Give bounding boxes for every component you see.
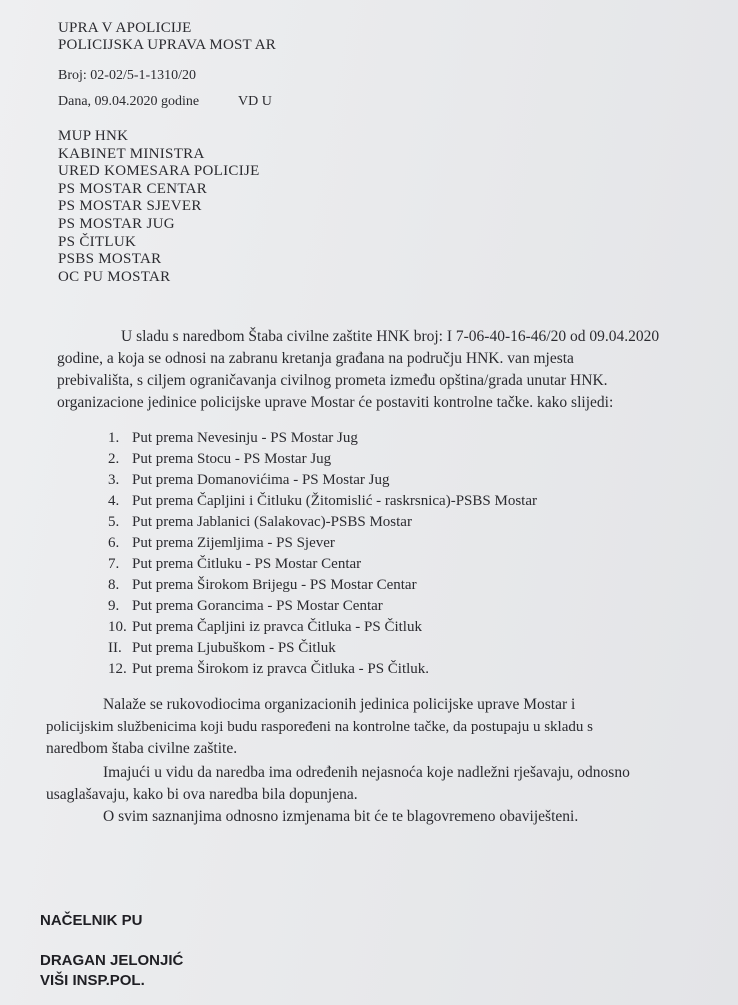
closing-p1-line-3: naredbom štaba civilne zaštite. [46, 740, 238, 757]
list-number: II. [108, 640, 122, 656]
recipient-item: URED KOMESARA POLICIJE [58, 163, 260, 180]
list-text: Put prema Širokom Brijegu - PS Mostar Centar [132, 577, 417, 593]
recipient-item: PS MOSTAR JUG [58, 215, 175, 232]
closing-p3-line-1: O svim saznanjima odnosno izmjenama bit će te blagovremeno obaviješteni. [103, 808, 579, 825]
list-number: 8. [108, 577, 120, 593]
recipient-item: PS MOSTAR SJEVER [58, 198, 202, 215]
recipient-item: MUP HNK [58, 128, 129, 144]
list-text: Put prema Širokom iz pravca Čitluka - PS Čitluk. [132, 661, 430, 677]
list-item [108, 491, 537, 512]
list-text: Put prema Gorancima - PS Mostar Centar [132, 598, 383, 614]
signature-name: DRAGAN JELONJIĆ [40, 952, 184, 969]
intro-line-1: U sladu s naredbom Štaba civilne zaštite HNK broj: I 7-06-40-16-46/20 od 09.04.2020 [121, 328, 660, 345]
list-number: 5. [108, 514, 120, 530]
list-item [108, 659, 537, 680]
recipient-item: KABINET MINISTRA [58, 145, 205, 162]
list-text: Put prema Nevesinju - PS Mostar Jug [132, 430, 358, 446]
closing-p1-line-1: Nalaže se rukovodiocima organizacionih jedinica policijske uprave Mostar i [103, 696, 576, 713]
list-number: 2. [108, 451, 120, 467]
list-number: 12. [108, 661, 127, 677]
list-text: Put prema Domanovićima - PS Mostar Jug [132, 472, 390, 488]
list-text: Put prema Ljubuškom - PS Čitluk [132, 640, 336, 656]
list-item [108, 428, 537, 449]
signature-title: NAČELNIK PU [40, 912, 143, 929]
list-text: Put prema Čitluku - PS Mostar Centar [132, 556, 362, 572]
intro-line-2: godine, a koja se odnosi na zabranu kretanja građana na području HNK. van mjesta [57, 350, 574, 367]
list-item [108, 470, 537, 491]
list-text: Put prema Čapljini iz pravca Čitluka - PS Čitluk [132, 619, 422, 635]
list-number: 1. [108, 430, 120, 446]
list-number: 9. [108, 598, 120, 614]
list-number: 6. [108, 535, 120, 551]
closing-p2-line-2: usaglašavaju, kako bi ova naredba bila dopunjena. [46, 786, 358, 803]
list-number: 4. [108, 493, 120, 509]
list-item [108, 512, 537, 533]
checkpoint-list [108, 428, 537, 680]
list-item [108, 617, 537, 638]
list-item [108, 449, 537, 470]
document-date: Dana, 09.04.2020 godine [58, 94, 200, 109]
list-item [108, 596, 537, 617]
recipient-list [58, 128, 260, 286]
recipient-item: PS MOSTAR CENTAR [58, 180, 208, 197]
signature-rank: VIŠI INSP.POL. [40, 972, 145, 989]
recipient-item: OC PU MOSTAR [58, 268, 171, 285]
list-number: 10. [108, 619, 127, 635]
list-number: 3. [108, 472, 120, 488]
list-item [108, 638, 537, 659]
list-text: Put prema Čapljini i Čitluku (Žitomislić - raskrsnica)-PSBS Mostar [132, 493, 537, 509]
list-item [108, 533, 537, 554]
list-text: Put prema Zijemljima - PS Sjever [132, 535, 335, 551]
recipient-item: PSBS MOSTAR [58, 251, 162, 268]
list-item [108, 554, 537, 575]
org-name-line1: UPRA V APOLICIJE [58, 20, 192, 36]
closing-p1-line-2: policijskim službenicima koji budu raspoređeni na kontrolne tačke, da postupaju u skladu s [46, 719, 593, 735]
list-number: 7. [108, 556, 120, 572]
document-marking: VD U [238, 94, 272, 109]
list-text: Put prema Stocu - PS Mostar Jug [132, 451, 332, 467]
recipient-item: PS ČITLUK [58, 233, 137, 250]
list-text: Put prema Jablanici (Salakovac)-PSBS Mostar [132, 514, 412, 530]
document-number: Broj: 02-02/5-1-1310/20 [58, 68, 197, 83]
intro-line-4: organizacione jedinice policijske uprave Mostar će postaviti kontrolne tačke. kako slijedi: [57, 394, 614, 411]
org-name-line2: POLICIJSKA UPRAVA MOST AR [58, 37, 276, 53]
intro-line-3: prebivališta, s ciljem ograničavanja civilnog prometa između opština/grada unutar HNK. [57, 372, 608, 389]
closing-p2-line-1: Imajući u vidu da naredba ima određenih nejasnoća koje nadležni rješavaju, odnosno [103, 764, 630, 781]
list-item [108, 575, 537, 596]
